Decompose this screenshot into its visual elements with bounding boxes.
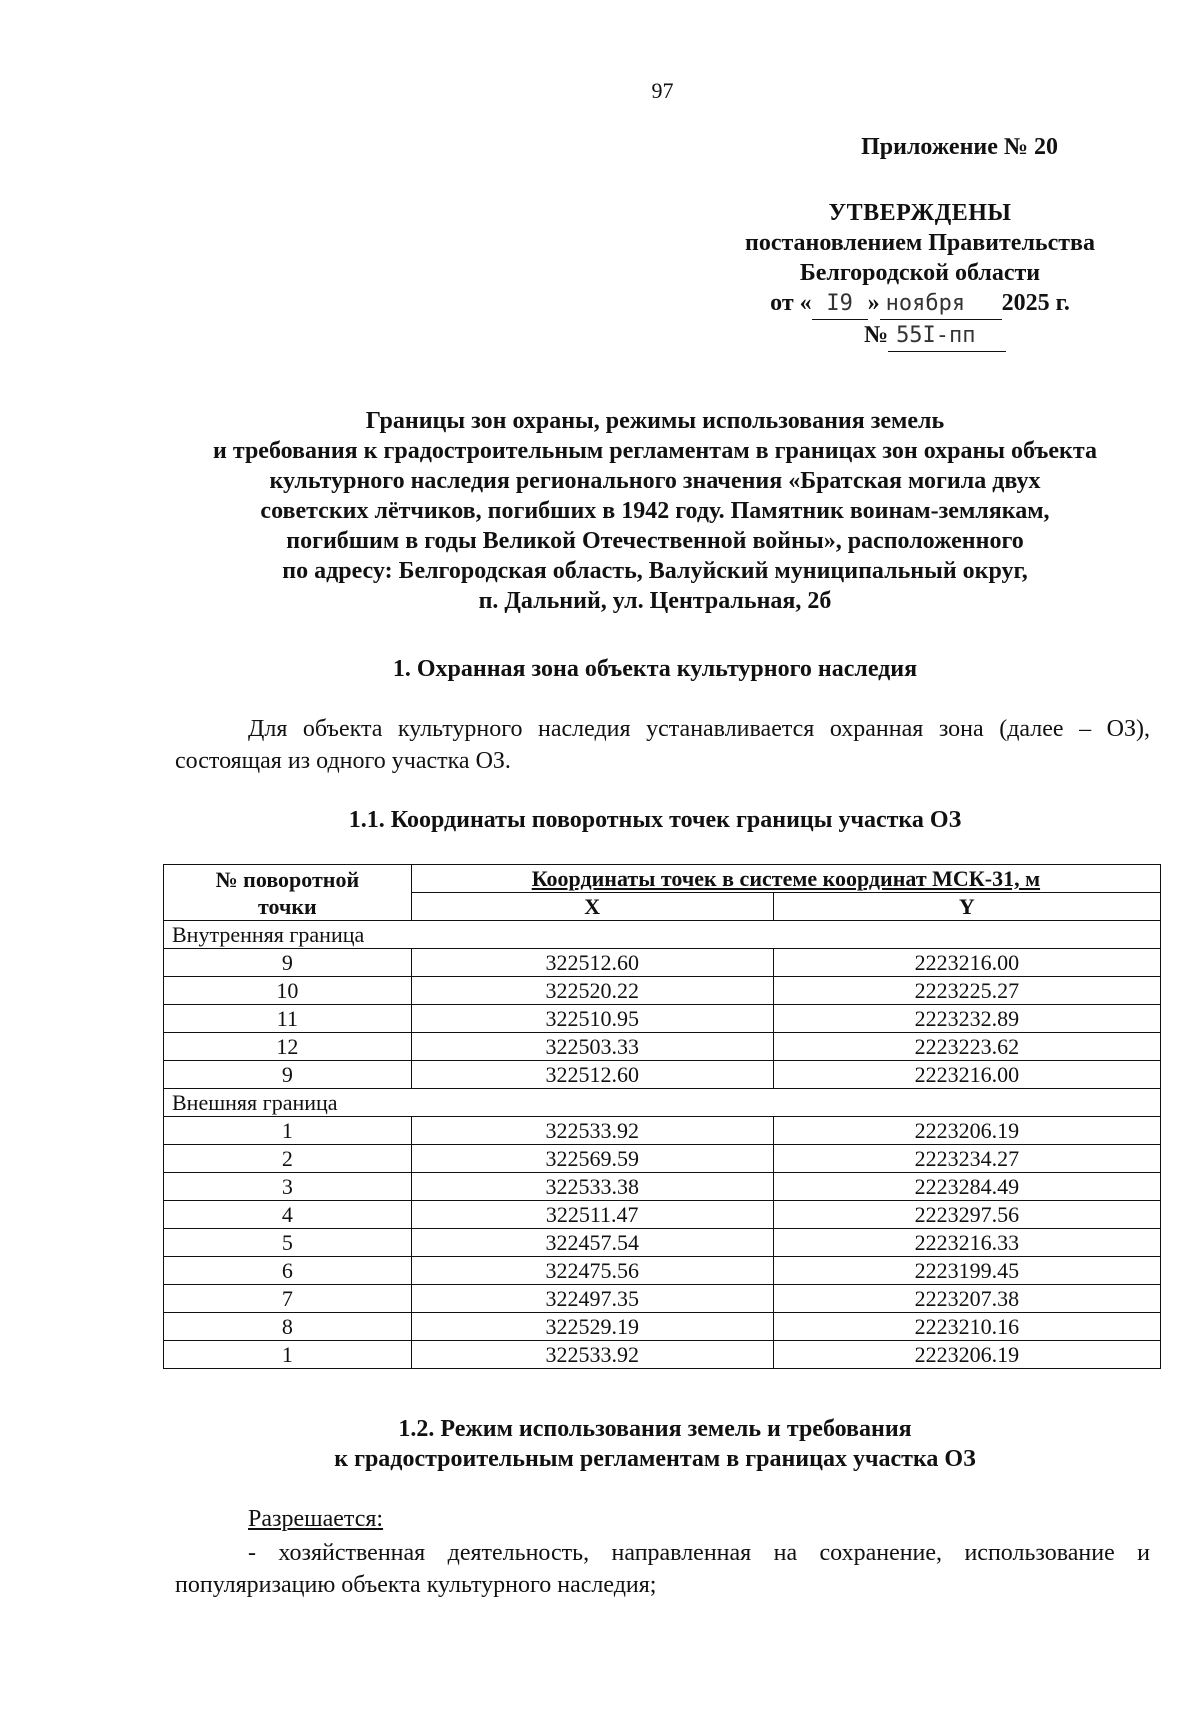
table-row (164, 1257, 1161, 1285)
cell-point: 4 (164, 1201, 412, 1229)
table-row (164, 977, 1161, 1005)
header-point-line-1: № поворотной (215, 866, 360, 892)
cell-y: 2223206.19 (773, 1341, 1160, 1369)
title-line: советских лётчиков, погибших в 1942 году. Памятник воинам-землякам, (260, 498, 1050, 524)
table-row (164, 1173, 1161, 1201)
cell-x: 322520.22 (411, 977, 773, 1005)
header-x: X (411, 893, 773, 921)
cell-x: 322533.92 (411, 1117, 773, 1145)
cell-point: 1 (164, 1117, 412, 1145)
table-row (164, 1341, 1161, 1369)
date-prefix: от « (770, 290, 812, 316)
section-1-1-heading: 1.1. Координаты поворотных точек границы участка ОЗ (348, 807, 962, 833)
cell-y: 2223216.33 (773, 1229, 1160, 1257)
header-point-number (164, 865, 412, 921)
header-coordinates-text: Координаты точек в системе координат МСК-31, м (531, 866, 1041, 891)
cell-y: 2223225.27 (773, 977, 1160, 1005)
table-row (164, 1313, 1161, 1341)
table-row (164, 1285, 1161, 1313)
cell-point: 11 (164, 1005, 412, 1033)
cell-x: 322533.92 (411, 1341, 773, 1369)
table-row (164, 949, 1161, 977)
title-line: культурного наследия регионального значения «Братская могила двух (269, 468, 1041, 494)
approval-line-2: Белгородской области (799, 260, 1041, 286)
table-row (164, 1005, 1161, 1033)
cell-point: 1 (164, 1341, 412, 1369)
cell-point: 5 (164, 1229, 412, 1257)
cell-point: 7 (164, 1285, 412, 1313)
approval-line-1: постановлением Правительства (744, 230, 1095, 256)
date-year: 2025 г. (1001, 290, 1070, 316)
section-1-2-heading (160, 1414, 1150, 1474)
cell-y: 2223199.45 (773, 1257, 1160, 1285)
cell-point: 12 (164, 1033, 412, 1061)
cell-x: 322503.33 (411, 1033, 773, 1061)
table-group-row (164, 921, 1161, 949)
document-title (160, 406, 1150, 616)
cell-y: 2223207.38 (773, 1285, 1160, 1313)
allowed-item-1: - хозяйственная деятельность, направленная на сохранение, использование и популяризацию объекта культурного наследия; (175, 1540, 1150, 1598)
cell-point: 6 (164, 1257, 412, 1285)
table-row (164, 1117, 1161, 1145)
cell-x: 322512.60 (411, 1061, 773, 1089)
number-value: 55I-пп (888, 321, 1006, 352)
cell-y: 2223232.89 (773, 1005, 1160, 1033)
page-number: 97 (651, 78, 674, 103)
table-row (164, 1061, 1161, 1089)
table-row (164, 1229, 1161, 1257)
cell-x: 322529.19 (411, 1313, 773, 1341)
date-day: I9 (812, 289, 868, 320)
section-1-2-heading-line-1: 1.2. Режим использования земель и требования (398, 1416, 912, 1442)
title-line: п. Дальний, ул. Центральная, 2б (478, 588, 832, 614)
allowed-label: Разрешается: (248, 1506, 384, 1532)
section-1-text: Для объекта культурного наследия устанавливается охранная зона (далее – ОЗ), состоящая из одного участка ОЗ. (175, 716, 1150, 774)
cell-y: 2223234.27 (773, 1145, 1160, 1173)
cell-point: 9 (164, 1061, 412, 1089)
group-label: Внешняя граница (164, 1089, 1161, 1117)
cell-y: 2223210.16 (773, 1313, 1160, 1341)
cell-x: 322510.95 (411, 1005, 773, 1033)
table-row (164, 1201, 1161, 1229)
cell-y: 2223206.19 (773, 1117, 1160, 1145)
cell-y: 2223223.62 (773, 1033, 1160, 1061)
cell-y: 2223284.49 (773, 1173, 1160, 1201)
cell-x: 322511.47 (411, 1201, 773, 1229)
cell-x: 322569.59 (411, 1145, 773, 1173)
approval-number (700, 320, 1140, 352)
cell-point: 10 (164, 977, 412, 1005)
cell-point: 2 (164, 1145, 412, 1173)
coordinates-table (163, 864, 1161, 1369)
cell-y: 2223216.00 (773, 1061, 1160, 1089)
cell-point: 3 (164, 1173, 412, 1201)
cell-x: 322497.35 (411, 1285, 773, 1313)
appendix-label: Приложение № 20 (861, 134, 1058, 160)
cell-y: 2223216.00 (773, 949, 1160, 977)
table-row (164, 1145, 1161, 1173)
title-line: погибшим в годы Великой Отечественной войны», расположенного (286, 528, 1024, 554)
header-y: Y (773, 893, 1160, 921)
cell-y: 2223297.56 (773, 1201, 1160, 1229)
number-prefix: № (863, 322, 889, 348)
section-1-2-heading-line-2: к градостроительным регламентам в границах участка ОЗ (334, 1446, 976, 1472)
approved-label: УТВЕРЖДЕНЫ (828, 200, 1012, 226)
cell-point: 8 (164, 1313, 412, 1341)
title-line: и требования к градостроительным регламентам в границах зон охраны объекта (213, 438, 1097, 464)
cell-x: 322512.60 (411, 949, 773, 977)
date-mid: » (867, 290, 880, 316)
header-point-line-2: точки (258, 893, 317, 919)
header-coordinates (411, 865, 1160, 893)
cell-x: 322533.38 (411, 1173, 773, 1201)
cell-point: 9 (164, 949, 412, 977)
group-label: Внутренняя граница (164, 921, 1161, 949)
approval-block (700, 132, 1140, 352)
title-line: Границы зон охраны, режимы использования земель (365, 408, 945, 434)
cell-x: 322457.54 (411, 1229, 773, 1257)
cell-x: 322475.56 (411, 1257, 773, 1285)
date-month: ноября (880, 289, 1002, 320)
table-row (164, 1033, 1161, 1061)
approval-date (700, 288, 1140, 320)
section-1-heading: 1. Охранная зона объекта культурного наследия (392, 656, 918, 682)
title-line: по адресу: Белгородская область, Валуйский муниципальный округ, (282, 558, 1028, 584)
table-group-row (164, 1089, 1161, 1117)
